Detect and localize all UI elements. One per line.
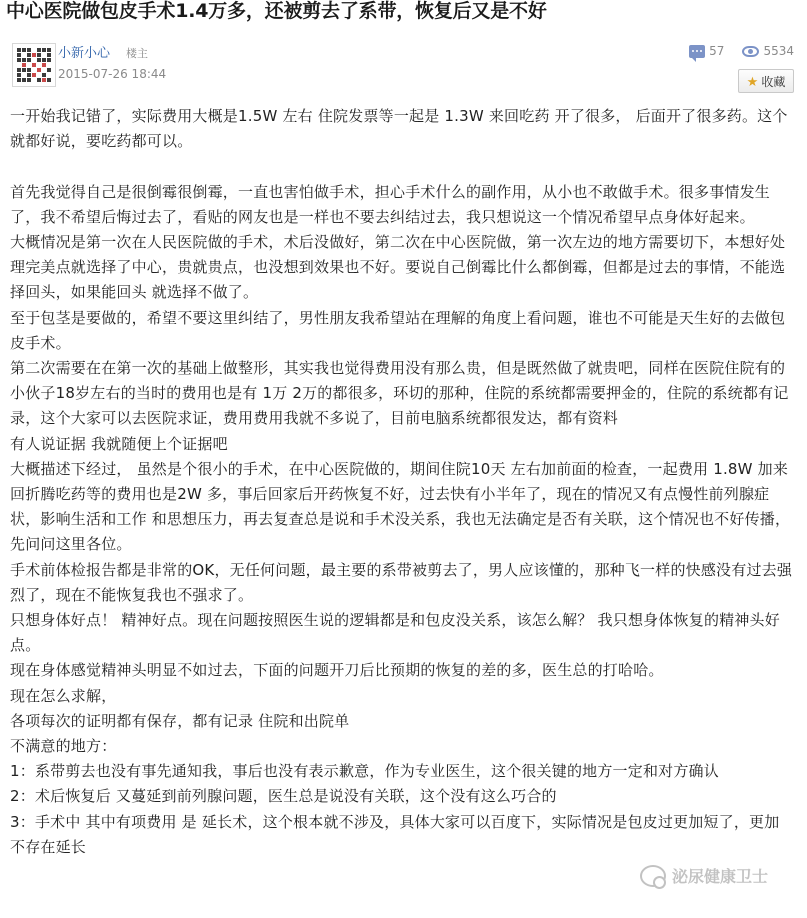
body-paragraph: 大概描述下经过， 虽然是个很小的手术，在中心医院做的，期间住院10天 左右加前面的检查，一起费用 1.8W 加来回折腾吃药等的费用也是2W 多，事后回家后开药恢复不好，过去快有小半年了，现在的情况又有点慢性前列腺症状，影响生活和工作 和思想压力，再去复查总是说和手术没关系，我也无法确定是否有关联，这个情况也不好传播，先问问这里各位。 (10, 459, 791, 554)
comment-icon (689, 45, 705, 58)
post-header (0, 0, 807, 30)
post-body (10, 104, 794, 860)
body-paragraph: 第二次需要在在第一次的基础上做整形，其实我也觉得费用没有那么贵，但是既然做了就贵吧，同样在医院住院有的小伙子18岁左右的当时的费用也是有 1万 2万的都很多，环切的那种，住院的系统都需要押金的，住院的系统都有记录，这个大家可以去医院求证，费用费用我就不多说了，目前电脑系统都很发达，都有资料 (10, 359, 789, 428)
body-paragraph: 首先我觉得自己是很倒霉很倒霉，一直也害怕做手术，担心手术什么的副作用，从小也不敢做手术。很多事情发生了，我不希望后悔过去了，看贴的网友也是一样也不要去纠结过去，我只想说这一个情况希望早点身体好起来。 (10, 182, 771, 226)
body-paragraph: 现在身体感觉精神头明显不如过去，下面的问题开刀后比预期的恢复的差的多，医生总的打哈哈。 (10, 661, 664, 680)
body-paragraph: 大概情况是第一次在人民医院做的手术，术后没做好，第二次在中心医院做，第一次左边的地方需要切下，本想好处理完美点就选择了中心，贵就贵点，也没想到效果也不好。要说自己倒霉比什么都倒霉，但都是过去的事情，不能选择回头，如果能回头 就选择不做了。 (10, 233, 786, 302)
body-paragraph: 至于包茎是要做的，希望不要这里纠结了，男性朋友我希望站在理解的角度上看问题，谁也不可能是天生好的去做包皮手术。 (10, 308, 786, 352)
avatar[interactable] (12, 43, 56, 87)
star-icon: ★ (746, 73, 759, 89)
favorite-button[interactable] (738, 69, 794, 93)
author-name-link[interactable]: 小新小心 (58, 46, 111, 61)
body-paragraph: 手术前体检报告都是非常的OK，无任何问题，最主要的系带被剪去了，男人应该懂的，那种飞一样的快感没有过去强烈了，现在不能恢复我也不强求了。 (10, 560, 793, 604)
watermark (640, 864, 768, 887)
favorite-label: 收藏 (761, 74, 786, 89)
author-info (10, 40, 800, 90)
wechat-icon (640, 865, 666, 887)
qr-code-icon (17, 48, 51, 82)
body-paragraph: 不满意的地方： (10, 737, 117, 756)
body-paragraph: 只想身体好点！ 精神好点。现在问题按照医生说的逻辑都是和包皮没关系，该怎么解？ 我只想身体恢复的精神头好点。 (10, 611, 780, 655)
body-paragraph: 各项每次的证明都有保存，都有记录 住院和出院单 (10, 711, 350, 730)
body-paragraph: 现在怎么求解， (10, 686, 117, 705)
view-count: 5534 (763, 44, 794, 58)
complaint-item-2: 2：术后恢复后 又蔓延到前列腺问题，医生总是说没有关联，这个没有这么巧合的 (10, 787, 557, 806)
body-paragraph: 有人说证据 我就随便上个证据吧 (10, 434, 228, 453)
owner-badge: 楼主 (126, 47, 148, 60)
complaint-item-3: 3：手术中 其中有项费用 是 延长术，这个根本就不涉及，具体大家可以百度下，实际情况是包皮过更加短了，更加不存在延长 (10, 812, 780, 856)
paragraph-spacer (10, 154, 794, 179)
eye-icon (742, 46, 759, 57)
post-stats (689, 42, 794, 60)
post-timestamp: 2015-07-26 18:44 (58, 67, 167, 81)
body-paragraph: 一开始我记错了，实际费用大概是1.5W 左右 住院发票等一起是 1.3W 来回吃药 开了很多， 后面开了很多药。这个就都好说，要吃药都可以。 (10, 107, 788, 151)
comment-count[interactable]: 57 (709, 44, 725, 58)
post-title: 中心医院做包皮手术1.4万多，还被剪去了系带，恢复后又是不好 (6, 0, 547, 22)
watermark-text: 泌尿健康卫士 (672, 867, 769, 886)
complaint-item-1: 1：系带剪去也没有事先通知我，事后也没有表示歉意，作为专业医生，这个很关键的地方一定和对方确认 (10, 762, 719, 781)
